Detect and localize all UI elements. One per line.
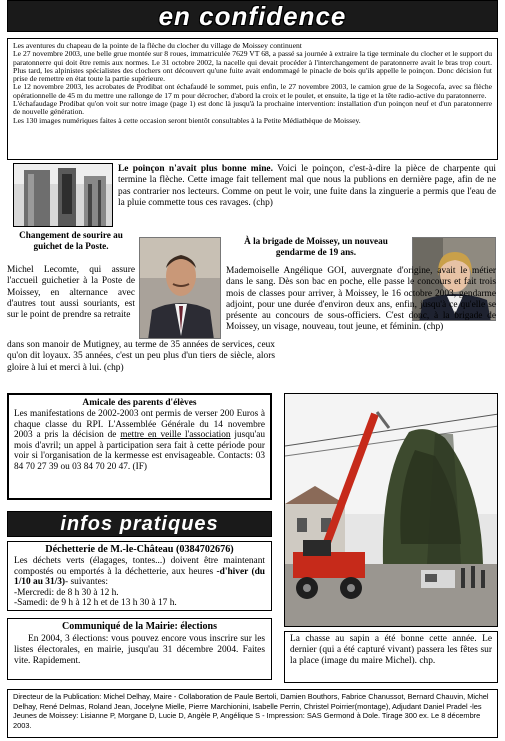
article-paragraph: Les 130 images numériques faites à cette occasion seront bientôt consultables à la Petite Médiathèque de Moissey. bbox=[13, 115, 361, 125]
article-paragraph: Le 12 novembre 2003, les acrobates de Prodibat ont échafaudé le sommet, puis enfin, le 27 novembre 2003, le camion grue de la Sogecofa, avec sa flèche opérationnelle de 45 m du mettre une rallonge de 17 m pour décrocher, d'abord la croix et le poulet, et ensuite, la tige et la tête radio-active du paratonnerre. bbox=[13, 82, 492, 100]
guichet-title: Changement de sourire au guichet de la Poste. bbox=[19, 230, 123, 251]
publication-credits: Directeur de la Publication: Michel Delhay, Maire - Collaboration de Paule Bertoli, Damien Bouthors, Fabrice Chanussot, Bernard Chauvin, Michel Delhay, René Delmas, Roland Jean, Jocelyne Mielle, Pierre Marchionini, Isabelle Perrin, Christel Poirrier(montage), Adjudant Daniel Pradel -les Jeunes de Moissey: Lisianne P, Morgane D, Lucie D, Angèle P, Angélique S - Impression: SAS Germond à Dole. Tirage 300 ex. Le 8 décembre 2003. bbox=[7, 689, 498, 738]
dechetterie-hours-wed: -Mercredi: de 8 h 30 à 12 h. bbox=[14, 587, 119, 598]
article-heading: Les aventures du chapeau de la pointe de la flèche du clocher du village de Moissey continuent bbox=[13, 41, 302, 50]
sapin-caption: La chasse au sapin a été bonne cette année. Le dernier (qui a été capturé vivant) passera les fêtes sur la place (image du maire Michel). chp. bbox=[284, 631, 498, 683]
infos-banner bbox=[7, 511, 272, 537]
brigade-body: Mademoiselle Angélique GOI, auvergnate d'origine, avait le métier dans le sang. Dès son bac en poche, elle passe le concours et fait trois mois de classes pour arriver, à Moissey, le 16 octobre 2003, gendarme adjoint, pour une durée d'environ deux ans, enfin, jusqu'à ce qu'elle se présente au concours de sous-officiers. C'est donc, à la brigade de Moissey, un visage, nouveau, tout jeune, et féminin. (chp) bbox=[226, 266, 496, 333]
poincon-photo bbox=[13, 163, 113, 227]
guichet-body: Michel Lecomte, qui assure l'accueil guichetier à la Poste de Moissey, en alternance avec d'autres tout aussi souriants, est sur le point de prendre sa retraite bbox=[7, 265, 135, 321]
poincon-body: Voici le poinçon, c'est-à-dire la pièce de charpente qui termine la flèche. Cette image fait tellement mal que nous la publions en dernière page, afin de ne pas contrarier nos lecteurs. Comme on peut le voir, une fuite dans la zinguerie a permis que l'eau de la pluie commette tous ces ravages. (chp) bbox=[118, 164, 497, 208]
amicale-text-continued: jusqu'au mois d'avril; un appel à participation sera fait à cette période pour voir si l'organisation de la kermesse est envisageable. Contacts: 03 84 70 27 39 ou 03 84 70 20 47. (IF) bbox=[14, 430, 265, 472]
mairie-title: Communiqué de la Mairie: élections bbox=[62, 621, 217, 632]
dechetterie-title: Déchetterie de M.-le-Château (0384702676) bbox=[45, 544, 234, 555]
clocher-article bbox=[7, 38, 498, 160]
guichet-continued: dans son manoir de Mutigney, au terme de 35 années de services, ceux qu'on dit loyaux. 35 années, c'est un peu plus d'un tiers de siècle, alors gloire à lui et merci à lui. (chp) bbox=[7, 340, 275, 373]
dechetterie-box bbox=[7, 541, 272, 611]
amicale-underlined: mettre en veille l'association bbox=[120, 430, 231, 441]
banner-title: en confidence bbox=[158, 1, 347, 31]
article-paragraph: Le 27 novembre 2003, une belle grue montée sur 8 roues, immatriculée 7629 VT 68, a passé sa journée à extraire la tige terminale du clocher et le support du paratonnerre qui doit être remis aux normes. Le 31 octobre 2002, la nacelle qui devait procéder à l'interchangement de paratonnerre avait le bras trop court. Plus tard, les alpinistes spécialistes des clochers ont découvert qu'une fuite avait endommagé le pinacle de bois qu'ils appelle le poinçon. Donc décision fut prise de remettre en état toute la partie supérieure. bbox=[13, 49, 492, 84]
amicale-title: Amicale des parents d'élèves bbox=[82, 398, 197, 408]
infos-title: infos pratiques bbox=[60, 513, 219, 535]
amicale-box bbox=[7, 393, 272, 500]
dechetterie-hours-sat: -Samedi: de 9 h à 12 h et de 13 h 30 à 17 h. bbox=[14, 598, 177, 608]
postman-portrait bbox=[139, 237, 221, 339]
amicale-text: Les manifestations de 2002-2003 ont permis de verser 200 Euros à chaque classe du RPI. L'Assemblée Générale du 14 novembre 2003 a pris la décision de bbox=[14, 409, 265, 441]
dechetterie-text bbox=[14, 556, 265, 588]
poincon-text bbox=[118, 164, 496, 209]
mairie-box bbox=[7, 618, 272, 680]
mairie-body: En 2004, 3 élections: vous pouvez encore vous inscrire sur les listes électorales, en mairie, jusqu'au 31 décembre 2004. Faites vite. Rapidement. bbox=[14, 634, 265, 666]
dechetterie-hours-label: -d'hiver (du 1/10 au 31/3) bbox=[14, 566, 265, 587]
section-banner bbox=[7, 0, 498, 32]
brigade-title: À la brigade de Moissey, un nouveau gendarme de 19 ans. bbox=[244, 236, 388, 257]
sapin-photo bbox=[284, 393, 498, 627]
dechetterie-text-part: - suivantes: bbox=[65, 577, 109, 587]
article-paragraph: L'échafaudage Prodibat qu'on voit sur notre image (page 1) est donc là jusqu'à la prochaine intervention: installation d'un poinçon neuf et d'un paratonnerre de nouvelle génération. bbox=[13, 99, 492, 117]
dechetterie-text-part: Les déchets verts (élagages, tontes...) doivent être maintenant compostés ou emportés à la déchetterie, aux heures bbox=[14, 556, 265, 577]
guichet-title-block bbox=[7, 230, 135, 258]
poincon-lead: Le poinçon n'avait plus bonne mine. bbox=[118, 164, 273, 174]
